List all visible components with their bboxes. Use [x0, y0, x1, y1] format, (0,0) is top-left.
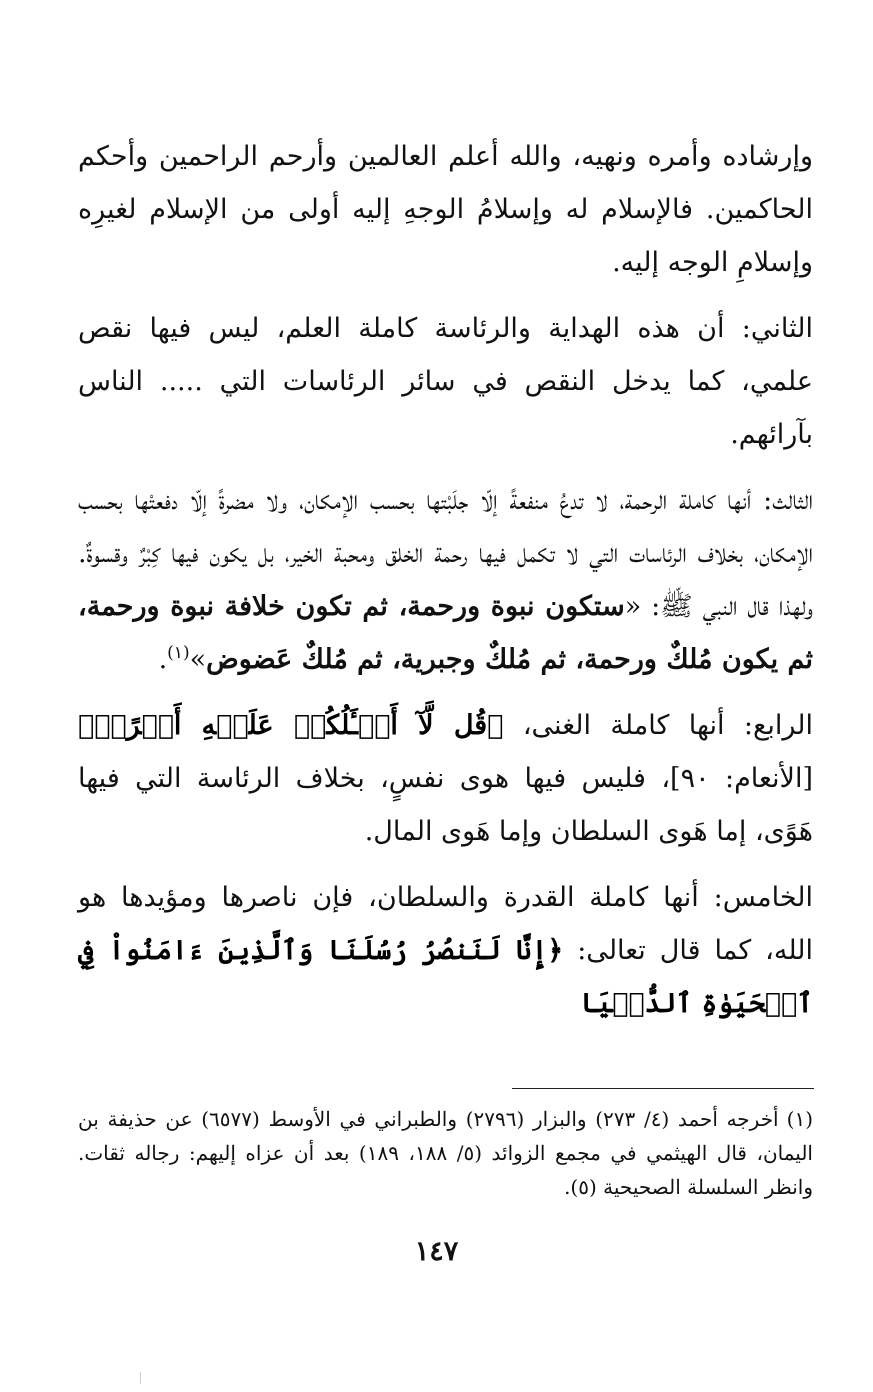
hadith-quote: ستكون نبوة ورحمة، ثم تكون خلافة نبوة ورحمة، ثم يكون مُلكٌ ورحمة، ثم مُلكٌ وجبرية، ثم مُلكٌ عَضوض: [78, 591, 813, 675]
main-text: [78, 130, 813, 1030]
paragraph-4-rest: ، فليس فيها هوى نفسٍ، بخلاف الرئاسة التي فيها هَوًى، إما هَوى السلطان وإما هَوى المال.: [78, 763, 813, 847]
paragraph-5-intro: الخامس: أنها كاملة القدرة والسلطان، فإن ناصرها ومؤيدها هو الله، كما قال تعالى:: [78, 882, 813, 966]
quran-citation: [الأنعام: ٩٠]: [670, 763, 813, 794]
paragraph-2-text: الثاني: أن هذه الهداية والرئاسة كاملة العلم، ليس فيها نقص علمي، كما يدخل النقص في سائر الرئاسات التي ..... الناس بآرائهم.: [78, 313, 813, 450]
scan-mark: [140, 1372, 141, 1384]
footnote-reference[interactable]: (١): [167, 643, 190, 663]
quran-verse-1: ﴿قُل لَّآ أَسۡـَٔلُكُمۡ عَلَيۡهِ أَجۡرًاۖ﴾: [78, 710, 504, 741]
footnote-1-text: أخرجه أحمد (٤/ ٢٧٣) والبزار (٢٧٩٦) والطبراني في الأوسط (٦٥٧٧) عن حذيفة بن اليمان، قال الهيثمي في مجمع الزوائد (٥/ ١٨٨، ١٨٩) بعد أن عزاه إليهم: رجاله ثقات. وانظر السلسلة الصحيحية (٥).: [78, 1107, 813, 1199]
footnote-separator: [512, 1088, 814, 1089]
footnote-1: [78, 1102, 813, 1204]
quran-verse-2: ﴿إِنَّا لَنَنصُرُ رُسُلَنَا وَٱلَّذِينَ ءَامَنُواْ فِي ٱلۡحَيَوٰةِ ٱلدُّنۡيَا: [78, 935, 813, 1019]
paragraph-3-end: .: [158, 644, 168, 675]
hadith-close-quote: »: [189, 644, 207, 675]
paragraph-1-text: وإرشاده وأمره ونهيه، والله أعلم العالمين وأرحم الراحمين وأحكم الحاكمين. فالإسلام له وإسلامُ الوجهِ إليه أولى من الإسلام لغيرِه وإسلامِ الوجه إليه.: [78, 141, 813, 278]
paragraph-5: [78, 871, 813, 1030]
paragraph-3: [78, 474, 813, 686]
paragraph-1: [78, 130, 813, 289]
paragraph-4-intro: الرابع: أنها كاملة الغنى،: [503, 710, 814, 741]
paragraph-4: [78, 699, 813, 858]
page-number: ١٤٧: [414, 1236, 459, 1267]
footnotes-section: [78, 1102, 813, 1204]
footnote-1-number: (١): [786, 1107, 813, 1131]
paragraph-3-text: الثالث: أنها كاملة الرحمة، لا تدعُ منفعةً إلّا جلَبْتها بحسب الإمكان، ولا مضرةً إلّا دفعتْها بحسب الإمكان، بخلاف الرئاسات التي لا تكمل فيها رحمة الخلق ومحبة الخير، بل يكون فيها كِبْرٌ وقسوةٌ. ولهذا قال النبي ﷺ: «: [78, 485, 813, 622]
paragraph-2: [78, 302, 813, 461]
